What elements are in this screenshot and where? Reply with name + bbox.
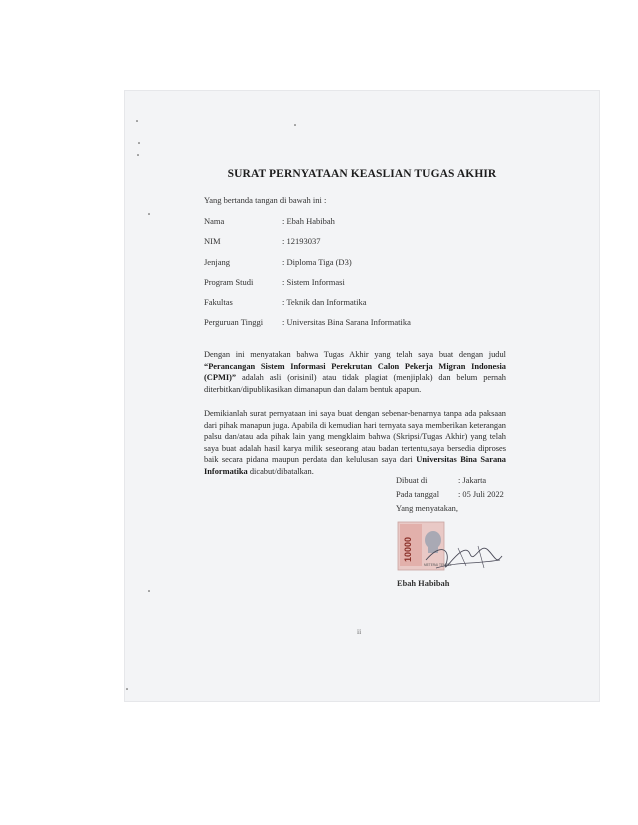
- stamp-text: METERAI TEMPEL: [424, 563, 452, 567]
- field-label-program-studi: Program Studi: [204, 277, 254, 287]
- thesis-title: “Perancangan Sistem Informasi Perekrutan Calon Pekerja Migran Indonesia (CPMI)”: [204, 361, 506, 383]
- place-label: Dibuat di: [396, 476, 428, 485]
- signature-strokes: [458, 546, 484, 568]
- document-title: SURAT PERNYATAAN KEASLIAN TUGAS AKHIR: [227, 168, 497, 180]
- declaration-paragraph: [204, 408, 506, 478]
- field-value-fakultas: : Teknik dan Informatika: [282, 297, 367, 307]
- intro-text: Yang bertanda tangan di bawah ini :: [204, 195, 327, 205]
- field-label-nim: NIM: [204, 236, 221, 246]
- scan-speck: [137, 154, 139, 156]
- scan-speck: [294, 124, 296, 126]
- field-label-fakultas: Fakultas: [204, 297, 233, 307]
- page-number: ii: [357, 627, 362, 636]
- field-value-nama: : Ebah Habibah: [282, 216, 335, 226]
- university-name: Universitas Bina Sarana Informatika: [204, 455, 506, 476]
- signer-name: Ebah Habibah: [397, 579, 450, 588]
- field-label-nama: Nama: [204, 216, 225, 226]
- field-value-jenjang: : Diploma Tiga (D3): [282, 257, 352, 267]
- margin-speck: [148, 590, 150, 592]
- field-value-nim: : 12193037: [282, 236, 321, 246]
- field-label-perguruan-tinggi: Perguruan Tinggi: [204, 317, 264, 327]
- field-value-program-studi: : Sistem Informasi: [282, 277, 345, 287]
- statement-text-1: Dengan ini menyatakan bahwa Tugas Akhir yang telah saya buat dengan judul: [204, 350, 506, 359]
- place-value: : Jakarta: [458, 476, 487, 485]
- declaration-text-1: Demikianlah surat pernyataan ini saya buat dengan sebenar-benarnya tanpa ada paksaan dari pihak manapun juga. Apabila di kemudian hari ternyata saya memberikan keterangan palsu dan/atau ada pihak lain yang mengklaim bahwa (Skripsi/Tugas Akhir) yang telah saya buat adalah hasil karya milik seseorang atau badan tertentu,saya bersedia diproses baik secara pidana maupun perdata dan kelulusan saya dari: [204, 409, 506, 465]
- closing-text: Yang menyatakan,: [396, 504, 458, 513]
- margin-speck: [148, 213, 150, 215]
- scanned-page: [124, 90, 600, 702]
- scan-speck: [138, 142, 140, 144]
- margin-speck: [126, 688, 128, 690]
- declaration-text-2: dicabut/dibatalkan.: [247, 466, 314, 476]
- statement-paragraph: [204, 349, 506, 395]
- statement-text-2: adalah asli (orisinil) atau tidak plagiat (menjiplak) dan belum pernah diterbitkan/dipublikasikan dimanapun dan dalam bentuk apapun.: [204, 373, 506, 394]
- field-value-perguruan-tinggi: : Universitas Bina Sarana Informatika: [282, 317, 411, 327]
- date-label: Pada tanggal: [396, 490, 440, 499]
- stamp-amount: 10000: [403, 536, 413, 562]
- date-value: : 05 Juli 2022: [458, 490, 504, 499]
- stamp-signature: [396, 520, 506, 574]
- scan-speck: [136, 120, 138, 122]
- field-label-jenjang: Jenjang: [204, 257, 230, 267]
